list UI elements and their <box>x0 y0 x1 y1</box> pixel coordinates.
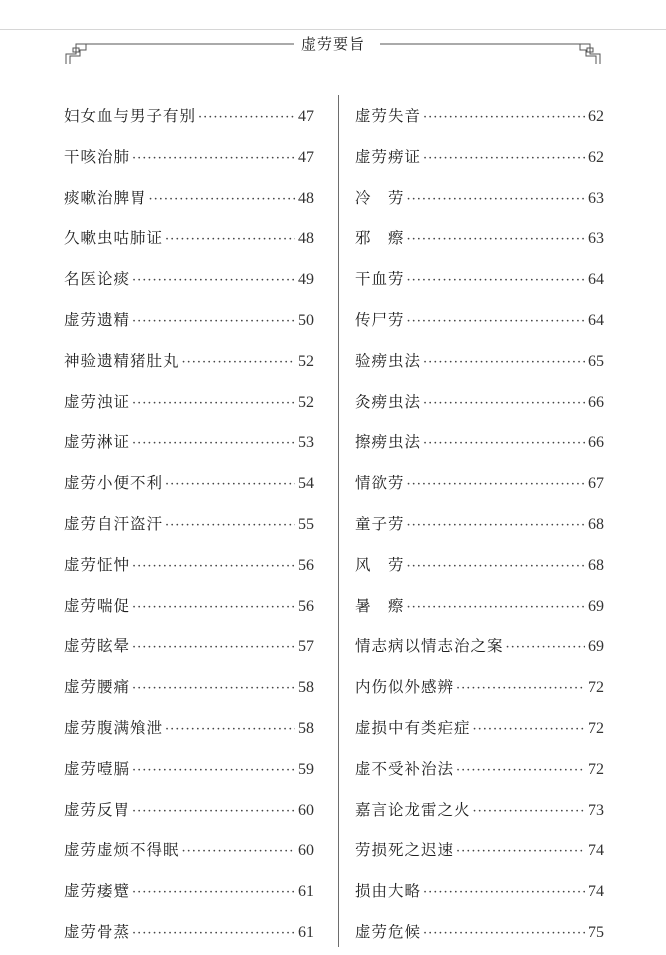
toc-entry-page-number: 49 <box>298 271 314 289</box>
dot-leader <box>407 261 585 302</box>
toc-entry <box>355 626 604 667</box>
toc-entry-page-number: 63 <box>588 230 604 248</box>
toc-entry-title: 验痨虫法 <box>355 351 422 370</box>
toc-entry <box>355 382 604 423</box>
dot-leader <box>132 261 295 302</box>
toc-entry <box>64 790 314 831</box>
toc-entry-title: 干咳治肺 <box>64 147 131 166</box>
toc-entry-title: 劳损死之迟速 <box>355 841 455 860</box>
toc-entry <box>355 545 604 586</box>
toc-entry <box>355 422 604 463</box>
toc-entry-title: 虚劳眩晕 <box>64 637 131 656</box>
running-header <box>0 30 666 70</box>
toc-entry-page-number: 69 <box>588 597 604 615</box>
toc-entry-page-number: 54 <box>298 475 314 493</box>
toc-entry <box>64 504 314 545</box>
toc-entry <box>355 341 604 382</box>
toc-entry <box>355 300 604 341</box>
toc-entry-title: 邪 瘵 <box>355 229 405 248</box>
dot-leader <box>132 914 295 955</box>
dot-leader <box>407 302 585 343</box>
toc-entry-page-number: 56 <box>298 556 314 574</box>
toc-right-column <box>355 96 604 953</box>
toc-entry <box>64 586 314 627</box>
toc-entry-title: 痰嗽治脾胃 <box>64 188 147 207</box>
toc-entry-page-number: 56 <box>298 597 314 615</box>
toc-entry-page-number: 68 <box>588 515 604 533</box>
column-divider <box>338 95 339 947</box>
toc-entry-page-number: 60 <box>298 842 314 860</box>
dot-leader <box>132 384 295 425</box>
toc-entry-title: 虚劳喘促 <box>64 596 131 615</box>
dot-leader <box>506 628 585 669</box>
dot-leader <box>423 873 585 914</box>
toc-entry-page-number: 60 <box>298 801 314 819</box>
dot-leader <box>407 547 585 588</box>
toc-entry <box>64 96 314 137</box>
dot-leader <box>132 588 295 629</box>
toc-entry <box>355 178 604 219</box>
toc-entry-page-number: 66 <box>588 393 604 411</box>
dot-leader <box>132 751 295 792</box>
toc-entry-title: 虚劳浊证 <box>64 392 131 411</box>
dot-leader <box>165 710 295 751</box>
dot-leader <box>456 832 585 873</box>
toc-entry-title: 干血劳 <box>355 270 405 289</box>
toc-entry-page-number: 73 <box>588 801 604 819</box>
toc-entry-page-number: 47 <box>298 108 314 125</box>
toc-entry-title: 损由大略 <box>355 882 422 901</box>
toc-entry-page-number: 74 <box>588 842 604 860</box>
toc-entry <box>64 137 314 178</box>
dot-leader <box>423 914 585 955</box>
toc-entry-title: 嘉言论龙雷之火 <box>355 800 471 819</box>
toc-entry-page-number: 53 <box>298 434 314 452</box>
toc-entry-title: 妇女血与男子有别 <box>64 107 197 125</box>
dot-leader <box>407 220 585 261</box>
toc-entry <box>64 667 314 708</box>
toc-entry-title: 虚劳遗精 <box>64 310 131 329</box>
toc-entry-page-number: 50 <box>298 311 314 329</box>
toc-entry <box>355 137 604 178</box>
toc-entry-title: 虚劳怔忡 <box>64 555 131 574</box>
toc-entry-title: 虚劳失音 <box>355 107 422 125</box>
toc-entry-title: 擦痨虫法 <box>355 433 422 452</box>
dot-leader <box>473 710 585 751</box>
toc-entry <box>355 463 604 504</box>
toc-entry <box>355 790 604 831</box>
toc-entry <box>64 749 314 790</box>
toc-entry-title: 风 劳 <box>355 555 405 574</box>
toc-entry-page-number: 47 <box>298 148 314 166</box>
dot-leader <box>423 98 585 139</box>
dot-leader <box>407 506 585 547</box>
toc-entry-title: 虚劳淋证 <box>64 433 131 452</box>
toc-entry-title: 名医论痰 <box>64 270 131 289</box>
dot-leader <box>407 180 585 221</box>
toc-entry <box>64 830 314 871</box>
toc-entry <box>355 218 604 259</box>
toc-entry-page-number: 52 <box>298 393 314 411</box>
toc-entry-title: 内伤似外感辨 <box>355 678 455 697</box>
toc-entry-page-number: 69 <box>588 638 604 656</box>
toc-entry-page-number: 48 <box>298 189 314 207</box>
toc-entry-page-number: 48 <box>298 230 314 248</box>
toc-entry-page-number: 72 <box>588 679 604 697</box>
toc-entry <box>64 178 314 219</box>
toc-entry-page-number: 57 <box>298 638 314 656</box>
toc-entry-title: 虚劳腹满飧泄 <box>64 718 164 737</box>
toc-entry-title: 虚劳小便不利 <box>64 474 164 493</box>
dot-leader <box>132 547 295 588</box>
dot-leader <box>473 792 585 833</box>
toc-entry-page-number: 58 <box>298 679 314 697</box>
dot-leader <box>198 98 295 139</box>
toc-entry-title: 童子劳 <box>355 514 405 533</box>
dot-leader <box>407 588 585 629</box>
toc-entry-title: 虚劳噎膈 <box>64 759 131 778</box>
toc-entry-page-number: 63 <box>588 189 604 207</box>
toc-entry-page-number: 62 <box>588 148 604 166</box>
toc-entry-page-number: 64 <box>588 271 604 289</box>
toc-entry <box>64 463 314 504</box>
dot-leader <box>456 751 585 792</box>
dot-leader <box>149 180 295 221</box>
toc-entry <box>355 96 604 137</box>
dot-leader <box>132 873 295 914</box>
toc-entry-page-number: 58 <box>298 719 314 737</box>
toc-entry-title: 虚劳痨证 <box>355 147 422 166</box>
toc-entry-page-number: 72 <box>588 719 604 737</box>
dot-leader <box>423 384 585 425</box>
dot-leader <box>456 669 585 710</box>
dot-leader <box>182 343 295 384</box>
toc-entry-title: 情欲劳 <box>355 474 405 493</box>
toc-entry-title: 虚劳反胃 <box>64 800 131 819</box>
toc-entry <box>64 218 314 259</box>
dot-leader <box>165 506 295 547</box>
toc-left-column <box>64 96 314 953</box>
toc-entry <box>355 871 604 912</box>
toc-entry-title: 虚不受补治法 <box>355 759 455 778</box>
toc-entry-page-number: 66 <box>588 434 604 452</box>
toc-entry-page-number: 65 <box>588 352 604 370</box>
toc-entry-page-number: 62 <box>588 108 604 125</box>
toc-entry <box>64 382 314 423</box>
dot-leader <box>423 343 585 384</box>
toc-entry-title: 久嗽虫咕肺证 <box>64 229 164 248</box>
toc-entry-page-number: 67 <box>588 475 604 493</box>
toc-entry-title: 虚劳骨蒸 <box>64 922 131 941</box>
toc-entry-title: 虚劳虚烦不得眠 <box>64 841 180 860</box>
dot-leader <box>132 628 295 669</box>
toc-entry-page-number: 61 <box>298 883 314 901</box>
toc-entry <box>355 749 604 790</box>
toc-entry <box>64 341 314 382</box>
toc-entry <box>355 830 604 871</box>
toc-entry-title: 灸痨虫法 <box>355 392 422 411</box>
toc-entry-title: 传尸劳 <box>355 310 405 329</box>
toc-entry-title: 虚劳腰痛 <box>64 678 131 697</box>
running-title: 虚劳要旨 <box>300 35 365 53</box>
dot-leader <box>423 139 585 180</box>
toc-entry-title: 虚劳自汗盗汗 <box>64 514 164 533</box>
toc-entry <box>355 504 604 545</box>
dot-leader <box>132 792 295 833</box>
toc-entry <box>355 667 604 708</box>
toc-entry <box>64 626 314 667</box>
toc-entry <box>64 708 314 749</box>
toc-entry-title: 冷 劳 <box>355 188 405 207</box>
dot-leader <box>132 424 295 465</box>
dot-leader <box>407 465 585 506</box>
dot-leader <box>423 424 585 465</box>
toc-entry-page-number: 55 <box>298 515 314 533</box>
toc-entry <box>64 545 314 586</box>
toc-entry-title: 神验遗精猪肚丸 <box>64 351 180 370</box>
toc-entry-page-number: 64 <box>588 311 604 329</box>
toc-entry-title: 情志病以情志治之案 <box>355 637 504 656</box>
toc-entry <box>64 300 314 341</box>
toc-entry-page-number: 75 <box>588 923 604 941</box>
dot-leader <box>165 220 295 261</box>
dot-leader <box>132 669 295 710</box>
toc-entry-page-number: 61 <box>298 923 314 941</box>
toc-entry <box>64 871 314 912</box>
toc-entry-page-number: 74 <box>588 883 604 901</box>
toc-entry <box>64 259 314 300</box>
toc-entry-page-number: 52 <box>298 352 314 370</box>
toc-entry-page-number: 59 <box>298 760 314 778</box>
toc-entry <box>355 259 604 300</box>
toc-entry <box>355 708 604 749</box>
dot-leader <box>132 139 295 180</box>
dot-leader <box>165 465 295 506</box>
toc-entry-title: 虚损中有类疟症 <box>355 718 471 737</box>
toc-entry <box>355 586 604 627</box>
dot-leader <box>182 832 295 873</box>
toc-entry-page-number: 72 <box>588 760 604 778</box>
toc-entry-title: 暑 瘵 <box>355 596 405 615</box>
toc-entry <box>64 422 314 463</box>
dot-leader <box>132 302 295 343</box>
toc-entry-page-number: 68 <box>588 556 604 574</box>
toc-entry-title: 虚劳危候 <box>355 922 422 941</box>
toc-entry-title: 虚劳痿躄 <box>64 882 131 901</box>
